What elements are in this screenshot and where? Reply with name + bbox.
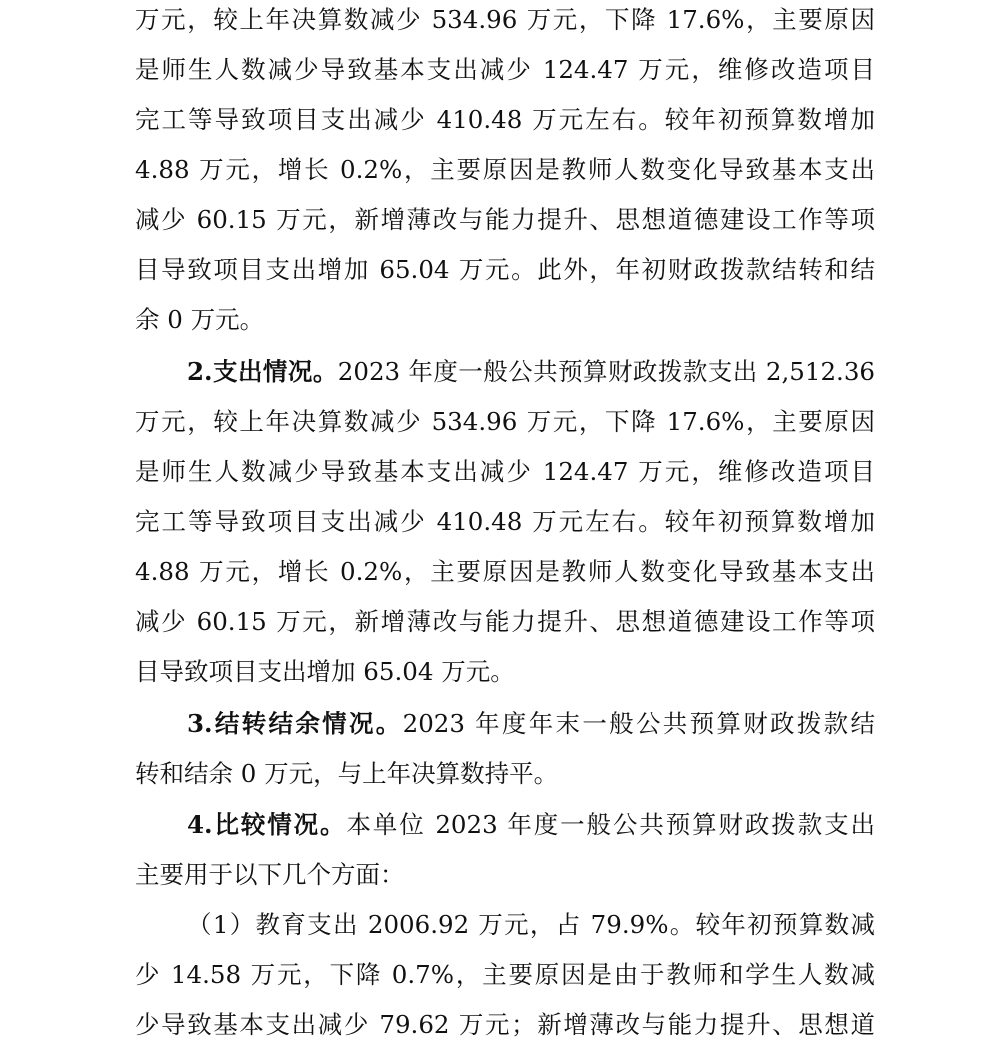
paragraph-line: 目导致项目支出增加 65.04 万元。 xyxy=(135,657,515,686)
paragraph-line: 完工等导致项目支出减少 410.48 万元左右。较年初预算数增加 xyxy=(135,105,875,134)
paragraph-line: 是师生人数减少导致基本支出减少 124.47 万元，维修改造项目 xyxy=(135,55,875,84)
paragraph-line: 万元，较上年决算数减少 534.96 万元，下降 17.6%，主要原因 xyxy=(135,5,875,34)
paragraph-line: 目导致项目支出增加 65.04 万元。此外，年初财政拨款结转和结 xyxy=(135,255,875,284)
paragraph-line: 4.88 万元，增长 0.2%，主要原因是教师人数变化导致基本支出 xyxy=(135,557,875,586)
paragraph-line: 转和结余 0 万元，与上年决算数持平。 xyxy=(135,759,559,788)
item-1-first-line: （1）教育支出 2006.92 万元，占 79.9%。较年初预算数减 xyxy=(187,910,875,939)
paragraph-line: 少导致基本支出减少 79.62 万元；新增薄改与能力提升、思想道 xyxy=(135,1010,875,1039)
paragraph-line: 4.88 万元，增长 0.2%，主要原因是教师人数变化导致基本支出 xyxy=(135,155,875,184)
section-3-heading: 3.结转结余情况。 xyxy=(187,709,403,738)
section-4-first-line xyxy=(187,805,875,845)
section-2-heading: 2.支出情况。 xyxy=(187,357,338,386)
section-3-first-line-text: 2023 年度年末一般公共预算财政拨款结 xyxy=(402,709,875,738)
paragraph-line: 是师生人数减少导致基本支出减少 124.47 万元，维修改造项目 xyxy=(135,457,875,486)
section-3-first-line xyxy=(187,704,875,744)
section-4-first-line-text: 本单位 2023 年度一般公共预算财政拨款支出 xyxy=(346,810,875,839)
paragraph-line: 完工等导致项目支出减少 410.48 万元左右。较年初预算数增加 xyxy=(135,507,875,536)
section-2-first-line-text: 2023 年度一般公共预算财政拨款支出 2,512.36 xyxy=(337,357,875,386)
paragraph-line: 万元，较上年决算数减少 534.96 万元，下降 17.6%，主要原因 xyxy=(135,407,875,436)
paragraph-line: 少 14.58 万元，下降 0.7%，主要原因是由于教师和学生人数减 xyxy=(135,960,875,989)
paragraph-line: 余 0 万元。 xyxy=(135,305,265,334)
paragraph-line: 主要用于以下几个方面： xyxy=(135,860,405,889)
section-4-heading: 4.比较情况。 xyxy=(187,810,347,839)
paragraph-line: 减少 60.15 万元，新增薄改与能力提升、思想道德建设工作等项 xyxy=(135,607,875,636)
paragraph-line: 减少 60.15 万元，新增薄改与能力提升、思想道德建设工作等项 xyxy=(135,205,875,234)
section-2-first-line xyxy=(187,352,875,392)
